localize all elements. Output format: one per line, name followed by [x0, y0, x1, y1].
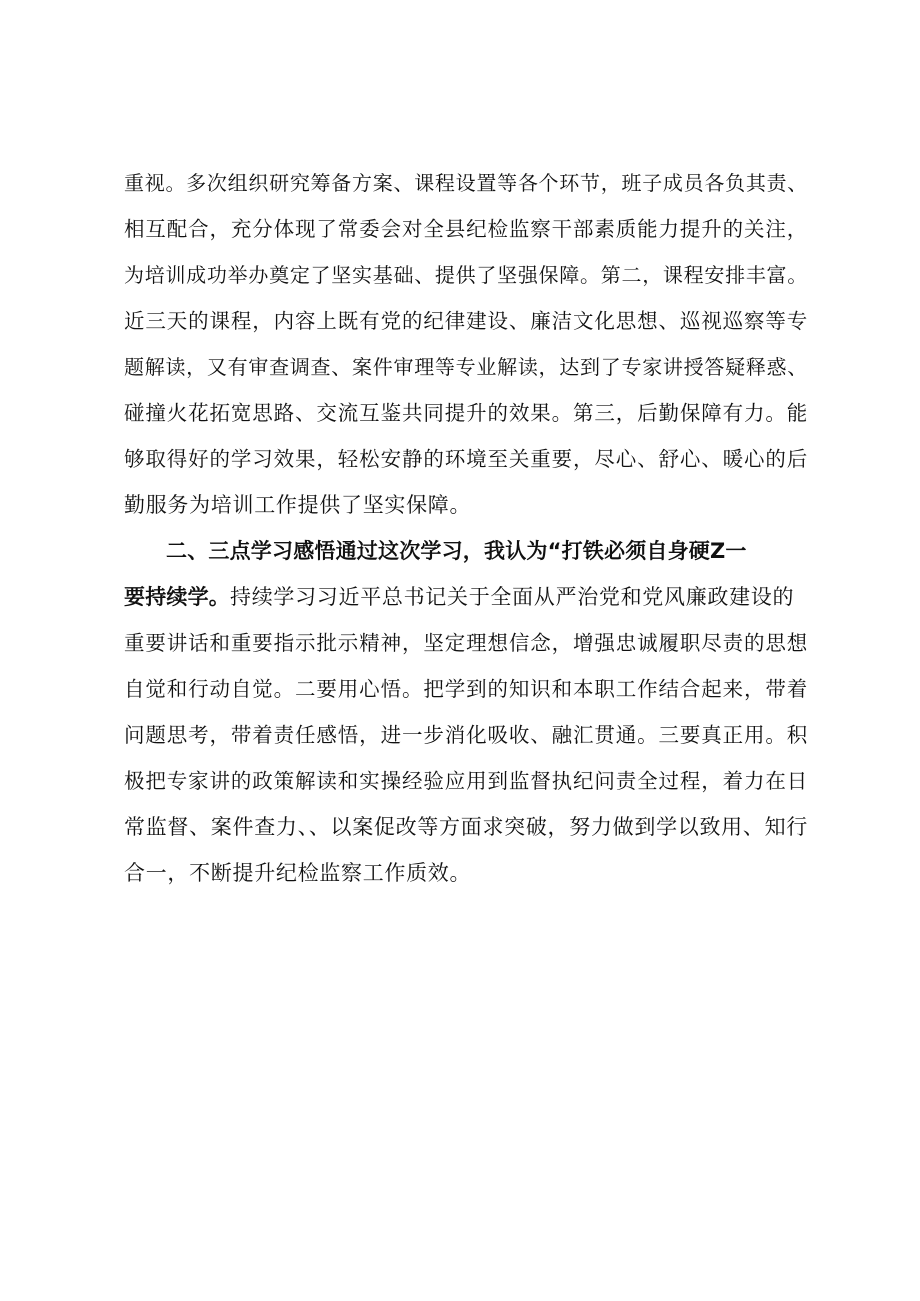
paragraph-text: 持续学习习近平总书记关于全面从严治党和党风廉政建设的 — [230, 585, 795, 609]
paragraph-line: 重视。多次组织研究筹备方案、课程设置等各个环节，班子成员各负其责、 — [124, 171, 808, 195]
paragraph-line: 极把专家讲的政策解读和实操经验应用到监督执纪问责全过程，着力在日 — [124, 769, 808, 793]
paragraph-line: 勤服务为培训工作提供了坚实保障。 — [124, 493, 472, 517]
paragraph-line: 碰撞火花拓宽思路、交流互鉴共同提升的效果。第三，后勤保障有力。能 — [124, 401, 808, 425]
paragraph-line: 够取得好的学习效果，轻松安静的环境至关重要，尽心、舒心、暖心的后 — [124, 447, 808, 471]
paragraph-line: 相互配合，充分体现了常委会对全县纪检监察干部素质能力提升的关注， — [124, 217, 808, 241]
paragraph-line: 合一，不断提升纪检监察工作质效。 — [124, 861, 472, 885]
paragraph-line: 近三天的课程，内容上既有党的纪律建设、廉洁文化思想、巡视巡察等专 — [124, 309, 808, 333]
section-heading — [124, 534, 814, 568]
paragraph-line — [124, 580, 808, 614]
paragraph-line: 为培训成功举办奠定了坚实基础、提供了坚强保障。第二，课程安排丰富。 — [124, 263, 808, 287]
paragraph-line: 问题思考，带着责任感悟，进一步消化吸收、融汇贯通。三要真正用。积 — [124, 723, 808, 747]
paragraph-line: 常监督、案件查力、、以案促改等方面求突破，努力做到学以致用、知行 — [124, 815, 808, 839]
paragraph-line: 题解读，又有审查调查、案件审理等专业解读，达到了专家讲授答疑释惑、 — [124, 355, 808, 379]
section-heading-continuation: 要持续学。 — [124, 585, 230, 609]
paragraph-line: 重要讲话和重要指示批示精神，坚定理想信念，增强忠诚履职尽责的思想 — [124, 631, 808, 655]
section-heading-text: 二、三点学习感悟通过这次学习，我认为“打铁必须自身硬Z一 — [166, 539, 747, 563]
paragraph-line: 自觉和行动自觉。二要用心悟。把学到的知识和本职工作结合起来，带着 — [124, 677, 808, 701]
